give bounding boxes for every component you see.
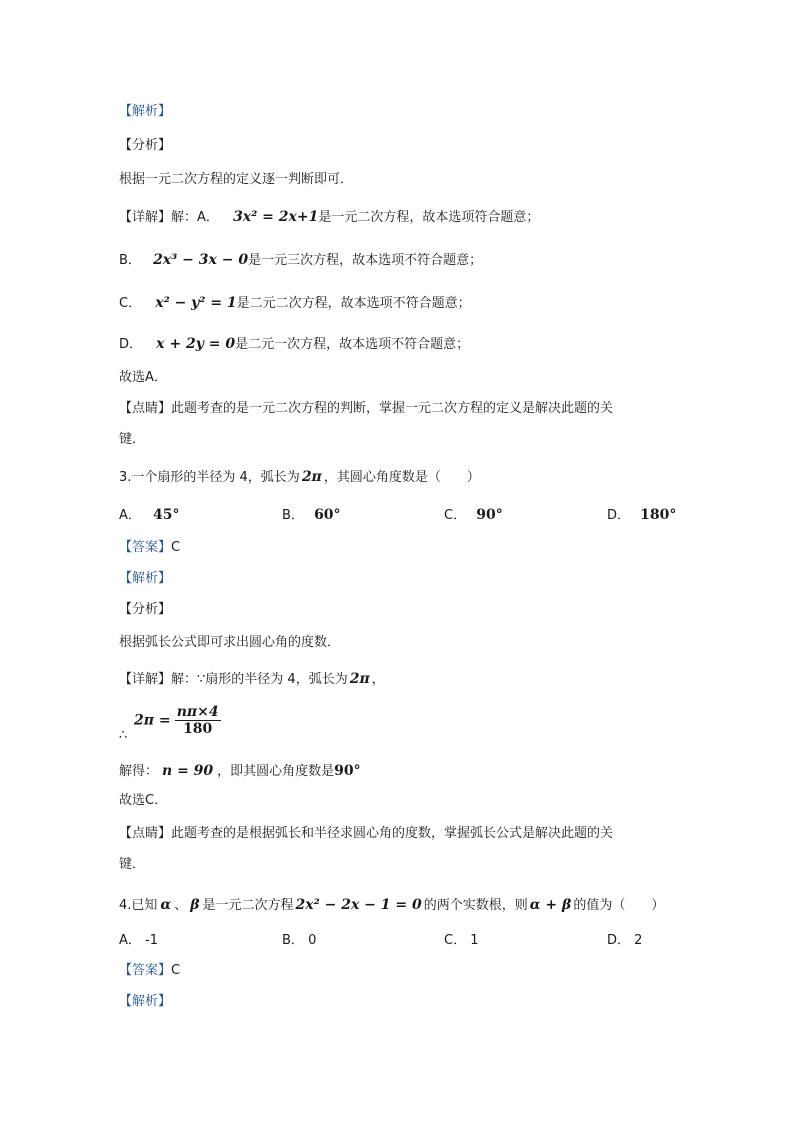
fenxi-tag: 【分析】 — [119, 138, 172, 153]
q4-stem-part-a: 4.已知 — [119, 898, 158, 913]
q3-option-d-label: D． — [607, 508, 631, 523]
detail-a-line — [119, 207, 539, 228]
jiexi-heading-3 — [119, 992, 171, 1012]
formula-fraction — [175, 704, 221, 737]
q3-option-c-label: C． — [444, 508, 467, 523]
fenxi-heading-2 — [119, 600, 171, 620]
q3-detail-text: 解：∵扇形的半径为 4，弧长为 — [171, 672, 348, 687]
q4-stem-part-b: 是一元二次方程 — [202, 898, 294, 913]
equation-c: x² − y² = 1 — [155, 295, 237, 311]
q3-stem-part-a: 3.一个扇形的半径为 4，弧长为 — [119, 470, 300, 485]
xiangjie-tag: 【详解】 — [119, 210, 172, 225]
solve-text: ，即其圆心角度数是 — [217, 764, 335, 779]
dianjing-tag: 【点睛】 — [119, 826, 172, 841]
q3-detail-arc: 2π — [349, 671, 370, 687]
q3-option-d — [607, 505, 676, 526]
daan-tag: 【答案】 — [119, 963, 172, 978]
q4-beta: β — [190, 897, 200, 913]
q4-separator: 、 — [174, 898, 188, 913]
choose-q2: 故选A． — [119, 370, 167, 385]
option-d-judgement: 是二元一次方程，故本选项不符合题意； — [235, 337, 470, 352]
q4-option-b-value: 0 — [308, 933, 317, 948]
q3-option-a — [119, 505, 180, 526]
q3-arc-formula — [134, 704, 221, 737]
daan-tag: 【答案】 — [119, 540, 172, 555]
solve-expression: n = 90 — [162, 763, 214, 779]
dianjing-text: 此题考查的是一元二次方程的判断，掌握一元二次方程的定义是解决此题的关 — [171, 401, 614, 416]
xiangjie-tag: 【详解】 — [119, 672, 172, 687]
q4-option-a-label: A． — [119, 933, 141, 948]
q4-answer — [119, 961, 180, 981]
d-label: D． — [119, 337, 143, 352]
b-label: B． — [119, 253, 141, 268]
q4-option-b-label: B． — [282, 933, 304, 948]
q4-sum: α + β — [529, 897, 572, 913]
q3-option-b — [282, 505, 341, 526]
fenxi-tag: 【分析】 — [119, 602, 172, 617]
q3-option-a-label: A． — [119, 508, 141, 523]
q3-detail-comma: ， — [371, 672, 385, 687]
q4-option-d-label: D． — [607, 933, 631, 948]
q3-option-c — [444, 505, 503, 526]
option-a-judgement: 是一元二次方程，故本选项符合题意； — [318, 210, 540, 225]
q4-stem-part-d: 的值为（ ） — [573, 898, 665, 913]
q3-option-b-value: 60° — [314, 507, 341, 523]
option-c-judgement: 是二元二次方程，故本选项不符合题意； — [236, 296, 471, 311]
equation-b: 2x³ − 3x − 0 — [153, 252, 249, 268]
choose-q3: 故选C． — [119, 793, 168, 808]
q3-stem-part-b: ，其圆心角度数是（ ） — [323, 470, 480, 485]
jiexi-tag: 【解析】 — [119, 994, 172, 1009]
dianjing-q3-cont: 键． — [119, 857, 146, 872]
dianjing-q2-cont: 键． — [119, 432, 146, 447]
detail-c-line — [119, 293, 471, 314]
detail-lead: 解：A． — [171, 210, 219, 225]
therefore-symbol: ∴ — [119, 728, 128, 743]
q4-option-c-value: 1 — [470, 933, 479, 948]
q3-option-c-value: 90° — [476, 507, 503, 523]
q3-option-d-value: 180° — [640, 507, 677, 523]
q3-solve-line — [119, 761, 361, 782]
fenxi-text-1: 根据一元二次方程的定义逐一判断即可． — [119, 172, 354, 187]
option-b-judgement: 是一元三次方程，故本选项不符合题意； — [248, 253, 483, 268]
q4-option-b — [282, 931, 316, 951]
q4-option-c-label: C． — [444, 933, 467, 948]
q3-answer-value: C — [171, 540, 181, 555]
dianjing-q3 — [119, 824, 613, 844]
jiexi-tag: 【解析】 — [119, 104, 172, 119]
q4-alpha: α — [160, 897, 172, 913]
equation-a: 3x² = 2x+1 — [233, 209, 319, 225]
q4-option-c — [444, 931, 479, 951]
detail-d-line — [119, 334, 469, 355]
q4-option-d — [607, 931, 642, 951]
dianjing-text: 此题考查的是根据弧长和半径求圆心角的度数，掌握弧长公式是解决此题的关 — [171, 826, 614, 841]
question-4-stem — [119, 895, 664, 916]
question-3-stem — [119, 467, 480, 488]
jiexi-heading-1 — [119, 102, 171, 122]
equation-d: x + 2y = 0 — [156, 336, 236, 352]
jiexi-heading-2 — [119, 569, 171, 589]
q4-option-a — [119, 931, 158, 951]
formula-numerator: nπ×4 — [176, 704, 219, 720]
formula-denominator: 180 — [183, 721, 213, 737]
c-label: C． — [119, 296, 142, 311]
q4-stem-part-c: 的两个实数根，则 — [423, 898, 528, 913]
formula-left: 2π = — [134, 712, 171, 729]
q3-option-b-label: B． — [282, 508, 304, 523]
q4-answer-value: C — [171, 963, 181, 978]
dianjing-tag: 【点睛】 — [119, 401, 172, 416]
q4-option-d-value: 2 — [634, 933, 643, 948]
q3-option-a-value: 45° — [153, 507, 180, 523]
q4-equation: 2x² − 2x − 1 = 0 — [295, 897, 422, 913]
fenxi-text-2: 根据弧长公式即可求出圆心角的度数． — [119, 635, 341, 650]
solve-angle: 90° — [334, 763, 361, 779]
jiexi-tag: 【解析】 — [119, 571, 172, 586]
q3-detail-line — [119, 669, 385, 690]
dianjing-q2 — [119, 399, 613, 419]
q3-answer — [119, 538, 180, 558]
solve-lead: 解得： — [119, 764, 159, 779]
detail-b-line — [119, 250, 482, 271]
q3-arc-length: 2π — [301, 469, 322, 485]
q4-option-a-value: -1 — [145, 933, 159, 948]
fenxi-heading-1 — [119, 136, 171, 156]
